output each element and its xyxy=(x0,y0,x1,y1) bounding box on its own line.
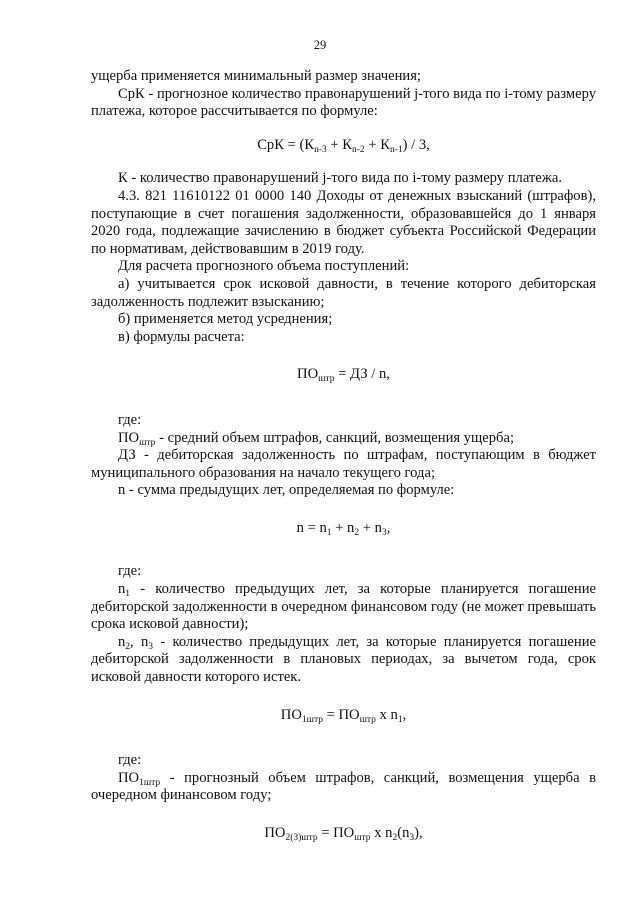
paragraph-where: где: xyxy=(118,411,142,428)
paragraph: $n_1$ - количество предыдущих лет, за которые планируется погашение дебиторской задолженности в очередном финансовом году (не может превышать срока исковой давности); xyxy=(91,581,596,633)
paragraph: $ПО_{штр}$ - средний объем штрафов, санкций, возмещения ущерба; xyxy=(118,429,515,448)
formula-srk: СрК = $(К_{n-3} + К_{n-2} + К_{n-1}) / 3$, xyxy=(257,136,430,155)
paragraph: а) учитывается срок исковой давности, в течение которого дебиторская задолженность подлежит взысканию; xyxy=(91,275,596,310)
paragraph: СрК - прогнозное количество правонарушений j-того вида по i-тому размеру платежа, которое рассчитывается по формуле: xyxy=(91,85,596,120)
paragraph: 4.3. 821 11610122 01 0000 140 Доходы от денежных взысканий (штрафов), поступающие в счет погашения задолженности, образовавшейся до 1 января 2020 года, подлежащие зачислению в бюджет субъекта Российской Федерации по нормативам, действовавшим в 2019 году. xyxy=(91,187,596,257)
paragraph: $ПО_{1штр}$ - прогнозный объем штрафов, санкций, возмещения ущерба в очередном финансовом году; xyxy=(91,769,596,804)
paragraph: ДЗ - дебиторская задолженность по штрафам, поступающим в бюджет муниципального образования на начало текущего года; xyxy=(91,447,596,481)
paragraph: Для расчета прогнозного объема поступлений: xyxy=(118,258,410,275)
paragraph-where: где: xyxy=(118,563,142,580)
paragraph: $n_2$, $n_3$ - количество предыдущих лет, за которые планируется погашение дебиторской задолженности в плановых периодах, за вычетом года, срок исковой давности которого истек. xyxy=(91,633,596,686)
formula-po1: $ПО_{1штр} = ПО_{штр}$ x $n_1$, xyxy=(280,706,407,725)
paragraph-where: где: xyxy=(118,752,142,769)
paragraph: в) формулы расчета: xyxy=(118,328,245,345)
formula-po: $ПО_{штр}$ = ДЗ / n, xyxy=(297,366,390,385)
document-body xyxy=(91,68,596,843)
paragraph: ущерба применяется минимальный размер значения; xyxy=(91,68,421,84)
formula-po2: $ПО_{2(3)штр} = ПО_{штр}$ x $n_2(n_3)$, xyxy=(264,825,423,843)
paragraph: n - сумма предыдущих лет, определяемая по формуле: xyxy=(118,482,455,499)
paragraph: К - количество правонарушений j-того вида по i-тому размеру платежа. xyxy=(118,170,562,187)
paragraph: б) применяется метод усреднения; xyxy=(118,311,333,328)
page-number: 29 xyxy=(313,38,327,52)
formula-n: $n = n_1 + n_2 + n_3$, xyxy=(296,519,391,538)
